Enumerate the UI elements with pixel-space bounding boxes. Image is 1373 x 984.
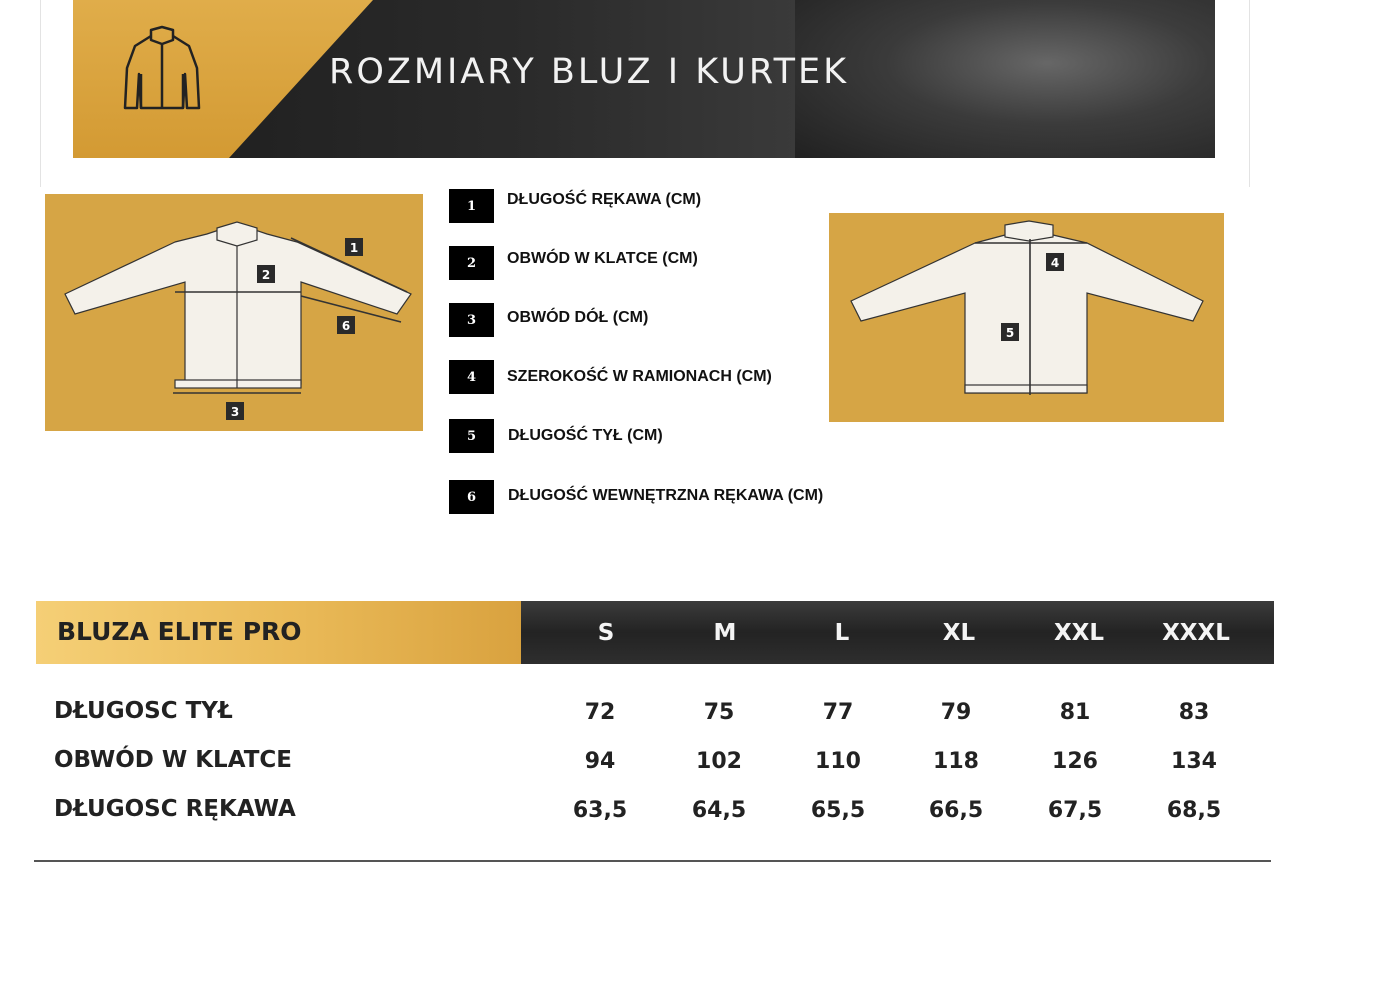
- table-cell: 64,5: [691, 798, 747, 823]
- banner-gold-accent: [73, 0, 373, 158]
- table-cell: 81: [1059, 700, 1091, 725]
- table-title: BLUZA ELITE PRO: [57, 617, 302, 646]
- size-header-m: M: [713, 620, 737, 646]
- table-cell: 68,5: [1166, 798, 1222, 823]
- banner-title: ROZMIARY BLUZ I KURTEK: [329, 52, 850, 92]
- table-cell: 65,5: [810, 798, 866, 823]
- legend-badge: 4: [449, 360, 494, 394]
- legend-label: DŁUGOŚĆ RĘKAWA (CM): [507, 191, 702, 208]
- table-cell: 63,5: [572, 798, 628, 823]
- table-cell: 102: [696, 749, 742, 774]
- marker-1: 1: [349, 241, 359, 255]
- back-jacket-illustration: [829, 213, 1224, 422]
- legend-label: OBWÓD DÓŁ (CM): [507, 309, 649, 326]
- table-cell: 83: [1178, 700, 1210, 725]
- row-label-chest: OBWÓD W KLATCE: [54, 747, 292, 773]
- legend-badge: 2: [449, 246, 494, 280]
- legend-label: DŁUGOŚĆ TYŁ (CM): [508, 427, 663, 444]
- marker-6: 6: [341, 319, 351, 333]
- table-cell: 110: [815, 749, 861, 774]
- table-cell: 66,5: [928, 798, 984, 823]
- table-cell: 67,5: [1047, 798, 1103, 823]
- table-cell: 79: [940, 700, 972, 725]
- jacket-outline-icon: [121, 24, 203, 114]
- banner-soldiers-photo: [795, 0, 1215, 158]
- legend-badge: 6: [449, 480, 494, 514]
- marker-3: 3: [230, 405, 240, 419]
- legend-badge: 5: [449, 419, 494, 453]
- legend-badge: 3: [449, 303, 494, 337]
- table-bottom-divider: [34, 860, 1271, 862]
- marker-2: 2: [261, 268, 271, 282]
- size-header-xl: XL: [942, 620, 976, 646]
- size-banner: [73, 0, 1215, 158]
- size-header-xxl: XXL: [1053, 620, 1105, 646]
- front-jacket-diagram: [45, 194, 423, 431]
- size-header-s: S: [597, 620, 615, 646]
- legend-badge: 1: [449, 189, 494, 223]
- legend-label: SZEROKOŚĆ W RAMIONACH (CM): [507, 368, 772, 385]
- size-header-l: L: [834, 620, 850, 646]
- table-cell: 118: [933, 749, 979, 774]
- front-jacket-illustration: [45, 194, 423, 431]
- back-jacket-diagram: [829, 213, 1224, 422]
- legend-label: DŁUGOŚĆ WEWNĘTRZNA RĘKAWA (CM): [508, 487, 824, 504]
- table-cell: 72: [584, 700, 616, 725]
- marker-5: 5: [1005, 326, 1015, 340]
- row-label-sleeve-length: DŁUGOSC RĘKAWA: [54, 796, 296, 822]
- size-header-xxxl: XXXL: [1162, 620, 1230, 646]
- legend-label: OBWÓD W KLATCE (CM): [507, 250, 698, 267]
- table-cell: 94: [584, 749, 616, 774]
- table-cell: 75: [703, 700, 735, 725]
- table-cell: 134: [1171, 749, 1217, 774]
- table-cell: 126: [1052, 749, 1098, 774]
- marker-4: 4: [1050, 256, 1060, 270]
- row-label-back-length: DŁUGOSC TYŁ: [54, 698, 233, 724]
- table-cell: 77: [822, 700, 854, 725]
